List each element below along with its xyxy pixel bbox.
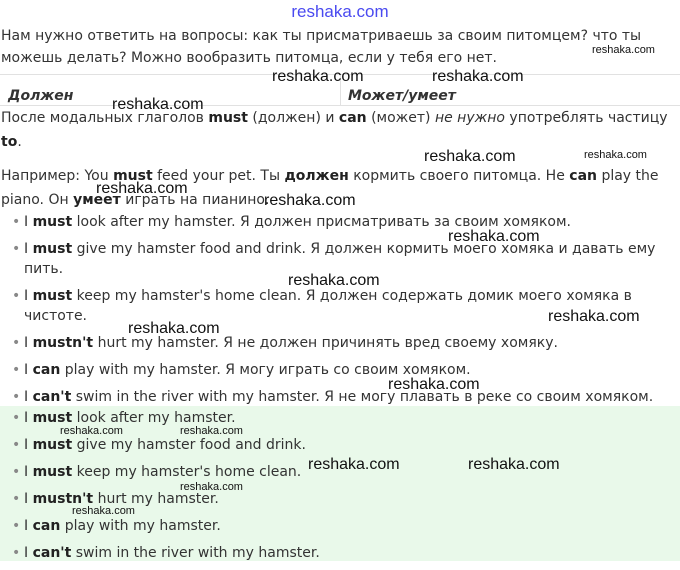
list-item: • I mustn't hurt my hamster. Я не должен причинять вред своему хомяку.: [0, 333, 680, 353]
watermark: reshaka.com: [180, 481, 243, 493]
watermark: reshaka.com: [432, 68, 524, 85]
rule-text: После модальных глаголов must (должен) и can (может) не нужно употреблять частицу to.: [1, 110, 668, 150]
site-header[interactable]: reshaka.com: [291, 2, 389, 21]
column-can: Может/умеет: [348, 88, 456, 104]
example-text: Например: You must feed your pet. Ты должен кормить своего питомца. He can play the piano. Он умеет играть на пианино.: [1, 168, 659, 208]
list-item: • I must keep my hamster's home clean. Я должен содержать домик моего хомяка в чистоте.: [0, 286, 680, 326]
watermark: reshaka.com: [60, 425, 123, 437]
must-word: must: [208, 110, 248, 126]
watermark: reshaka.com: [272, 68, 364, 85]
list-item: • I must give my hamster food and drink. Я должен кормить моего хомяка и давать ему пить.: [0, 239, 680, 279]
list-item: • I mustn't hurt my hamster.: [0, 489, 680, 516]
watermark: reshaka.com: [264, 192, 356, 209]
list-item: • I must keep my hamster's home clean.: [0, 462, 680, 489]
list-item: • I can't swim in the river with my hamster.: [0, 543, 680, 570]
watermark: reshaka.com: [584, 149, 647, 161]
watermark: reshaka.com: [72, 505, 135, 517]
watermark: reshaka.com: [308, 456, 400, 473]
not-needed-phrase: не нужно: [434, 110, 505, 126]
list-item: • I must look after my hamster. Я должен присматривать за своим хомяком.: [0, 212, 680, 232]
watermark: reshaka.com: [548, 308, 640, 325]
can-word: can: [338, 110, 367, 126]
list-item: • I must give my hamster food and drink.: [0, 435, 680, 462]
watermark: reshaka.com: [96, 180, 188, 197]
watermark: reshaka.com: [112, 96, 204, 113]
watermark: reshaka.com: [468, 456, 560, 473]
watermark: reshaka.com: [592, 44, 655, 56]
list-item: • I can't swim in the river with my hamster. Я не могу плавать в реке со своим хомяком.: [0, 387, 680, 407]
watermark: reshaka.com: [448, 228, 540, 245]
watermark: reshaka.com: [288, 272, 380, 289]
list-item: • I must look after my hamster.: [0, 408, 680, 435]
watermark: reshaka.com: [388, 376, 480, 393]
list-item: • I can play with my hamster. Я могу играть со своим хомяком.: [0, 360, 680, 380]
column-must: Должен: [8, 88, 74, 104]
watermark: reshaka.com: [128, 320, 220, 337]
watermark: reshaka.com: [180, 425, 243, 437]
watermark: reshaka.com: [424, 148, 516, 165]
intro-text: Нам нужно ответить на вопросы: как ты присматриваешь за своим питомцем? что ты можешь делать? Можно вообразить питомца, если у тебя его нет.: [1, 28, 642, 66]
list-item: • I can play with my hamster.: [0, 516, 680, 543]
to-particle: to: [1, 134, 18, 150]
